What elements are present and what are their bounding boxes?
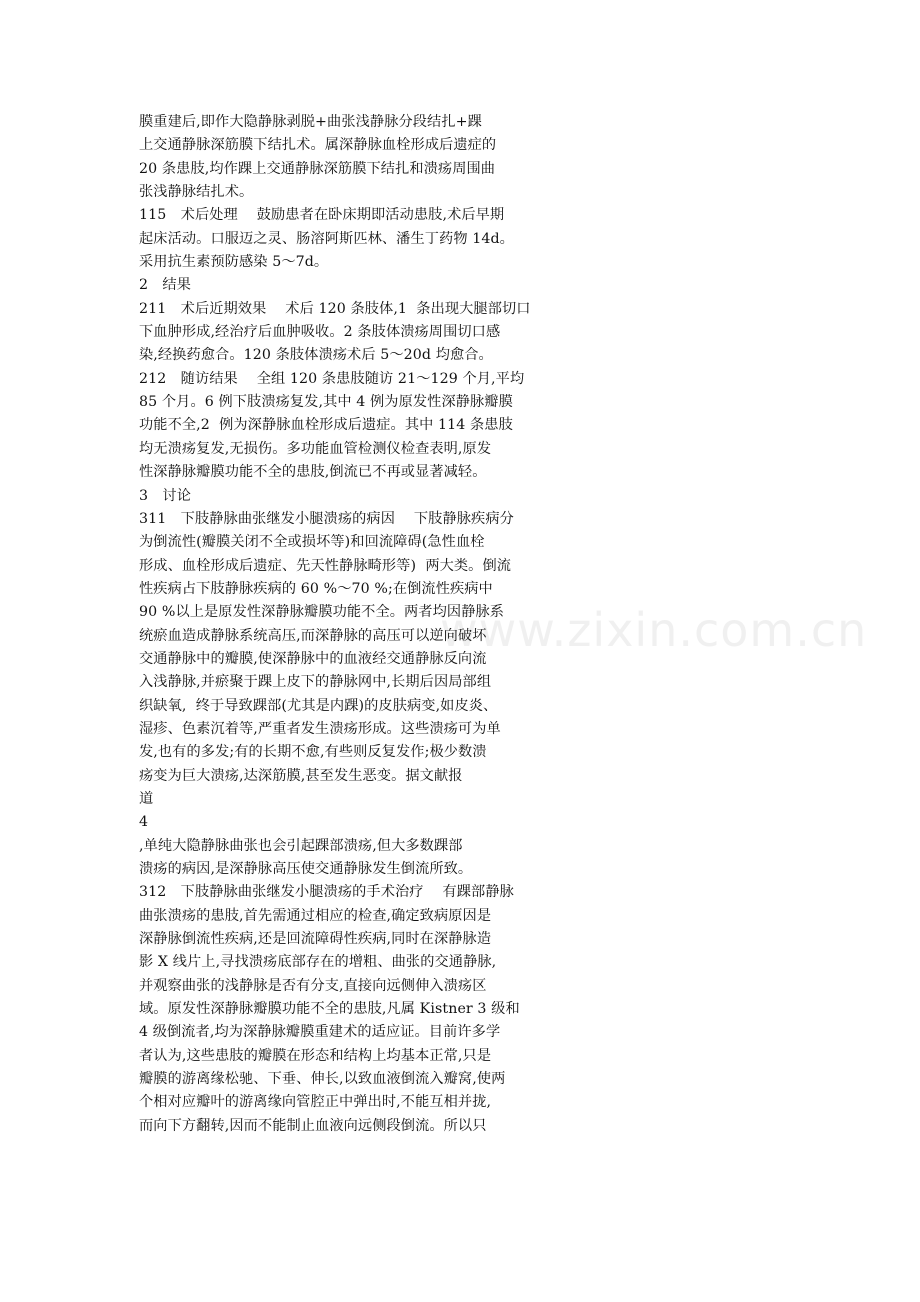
text-line: 疡变为巨大溃疡,达深筋膜,甚至发生恶变。据文献报 bbox=[139, 767, 463, 784]
text-line: 为倒流性(瓣膜关闭不全或损坏等)和回流障碍(急性血栓 bbox=[139, 534, 485, 551]
text-line: 形成、血栓形成后遗症、先天性静脉畸形等) 两大类。倒流 bbox=[139, 557, 512, 574]
watermark: www.zixin.com.cn bbox=[440, 603, 868, 657]
text-line: 域。原发性深静脉瓣膜功能不全的患肢,凡属 Kistner 3 级和 bbox=[139, 1001, 520, 1018]
text-line: 染,经换药愈合。120 条肢体溃疡术后 5～20d 均愈合。 bbox=[139, 347, 493, 364]
text-line: 均无溃疡复发,无损伤。多功能血管检测仪检查表明,原发 bbox=[139, 440, 492, 457]
text-line: 溃疡的病因,是深静脉高压使交通静脉发生倒流所致。 bbox=[139, 861, 473, 877]
text-line: 个相对应瓣叶的游离缘向管腔正中弹出时,不能互相并拢, bbox=[139, 1094, 492, 1111]
text-line: 深静脉倒流性疾病,还是回流障碍性疾病,同时在深静脉造 bbox=[139, 931, 492, 948]
text-line: 20 条患肢,均作踝上交通静脉深筋膜下结扎和溃疡周围曲 bbox=[139, 160, 496, 177]
article-body bbox=[139, 111, 579, 1138]
text-line: 曲张溃疡的患肢,首先需通过相应的检查,确定致病原因是 bbox=[139, 907, 492, 924]
text-line: 张浅静脉结扎术。 bbox=[139, 184, 254, 201]
text-line: 115 术后处理 鼓励患者在卧床期即活动患肢,术后早期 bbox=[139, 207, 505, 224]
text-line: 4 级倒流者,均为深静脉瓣膜重建术的适应证。目前许多学 bbox=[139, 1024, 501, 1041]
text-line: 而向下方翻转,因而不能制止血液向远侧段倒流。所以只 bbox=[139, 1117, 487, 1134]
text-line: 性疾病占下肢静脉疾病的 60 %～70 %;在倒流性疾病中 bbox=[139, 580, 493, 597]
text-line: 2 结果 bbox=[139, 277, 191, 294]
text-line: 312 下肢静脉曲张继发小腿溃疡的手术治疗 有踝部静脉 bbox=[139, 884, 514, 901]
text-line: 85 个月。6 例下肢溃疡复发,其中 4 例为原发性深静脉瓣膜 bbox=[139, 394, 513, 411]
text-line: ,单纯大隐静脉曲张也会引起踝部溃疡,但大多数踝部 bbox=[139, 837, 463, 854]
text-line: 交通静脉中的瓣膜,使深静脉中的血液经交通静脉反向流 bbox=[139, 650, 487, 667]
text-line: 入浅静脉,并瘀聚于踝上皮下的静脉网中,长期后因局部组 bbox=[139, 674, 492, 691]
text-line: 上交通静脉深筋膜下结扎术。属深静脉血栓形成后遗症的 bbox=[139, 137, 497, 154]
text-line: 311 下肢静脉曲张继发小腿溃疡的病因 下肢静脉疾病分 bbox=[139, 510, 514, 527]
text-line: 90 %以上是原发性深静脉瓣膜功能不全。两者均因静脉系 bbox=[139, 604, 505, 621]
text-line: 4 bbox=[139, 814, 149, 831]
text-line: 并观察曲张的浅静脉是否有分支,直接向远侧伸入溃疡区 bbox=[139, 977, 487, 994]
text-line: 发,也有的多发;有的长期不愈,有些则反复发作;极少数溃 bbox=[139, 744, 487, 761]
text-line: 3 讨论 bbox=[139, 487, 191, 504]
text-line: 者认为,这些患肢的瓣膜在形态和结构上均基本正常,只是 bbox=[139, 1047, 492, 1064]
text-line: 道 bbox=[139, 790, 154, 807]
text-line: 湿疹、色素沉着等,严重者发生溃疡形成。这些溃疡可为单 bbox=[139, 720, 501, 737]
text-line: 起床活动。口服迈之灵、肠溶阿斯匹林、潘生丁药物 14d。 bbox=[139, 230, 514, 247]
text-line: 瓣膜的游离缘松驰、下垂、伸长,以致血液倒流入瓣窝,使两 bbox=[139, 1071, 506, 1088]
text-line: 统瘀血造成静脉系统高压,而深静脉的高压可以逆向破坏 bbox=[139, 627, 487, 644]
text-line: 功能不全,2 例为深静脉血栓形成后遗症。其中 114 条患肢 bbox=[139, 417, 513, 434]
text-line: 影 X 线片上,寻找溃疡底部存在的增粗、曲张的交通静脉, bbox=[139, 954, 497, 971]
text-line: 膜重建后,即作大隐静脉剥脱+曲张浅静脉分段结扎+踝 bbox=[139, 114, 482, 130]
text-line: 织缺氧, 终于导致踝部(尤其是内踝)的皮肤病变,如皮炎、 bbox=[139, 697, 498, 714]
text-line: 212 随访结果 全组 120 条患肢随访 21～129 个月,平均 bbox=[139, 370, 525, 387]
text-line: 下血肿形成,经治疗后血肿吸收。2 条肢体溃疡周围切口感 bbox=[139, 324, 501, 341]
text-line: 211 术后近期效果 术后 120 条肢体,1 条出现大腿部切口 bbox=[139, 300, 531, 317]
text-line: 采用抗生素预防感染 5～7d。 bbox=[139, 254, 329, 271]
text-line: 性深静脉瓣膜功能不全的患肢,倒流已不再或显著减轻。 bbox=[139, 464, 487, 481]
